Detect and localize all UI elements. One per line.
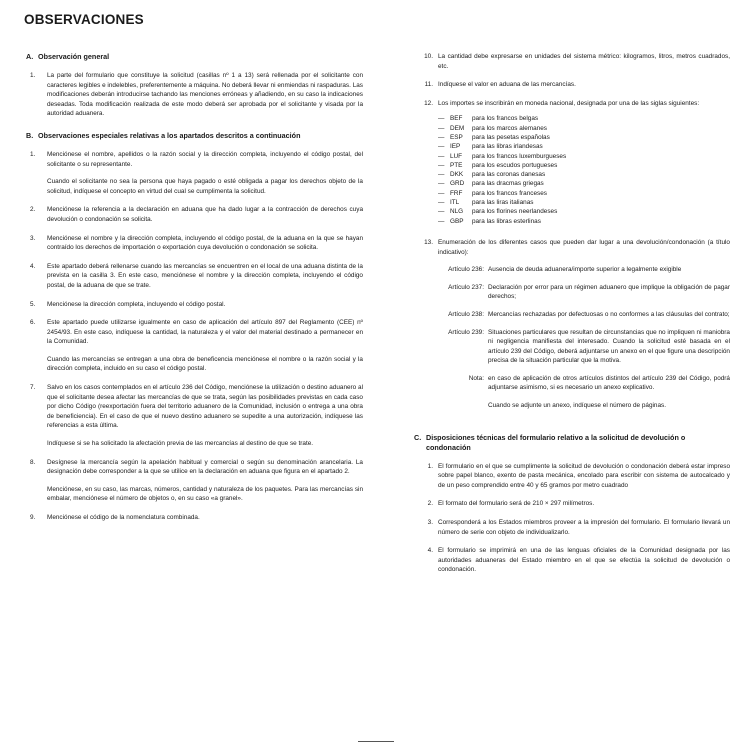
currency-row [438, 198, 730, 207]
currency-code: FRF [450, 189, 463, 197]
item-number: 6. [30, 319, 36, 327]
page-title: OBSERVACIONES [24, 12, 144, 27]
currency-name: para los francos luxemburgueses [472, 152, 567, 160]
note-entry [438, 374, 730, 411]
paragraph: en caso de aplicación de otros artículos distintos del artículo 239 del Código, podrá adjuntarse asimismo, si es necesario un anexo explicativo. [488, 374, 730, 392]
paragraph: Menciónese el nombre y la dirección completa, incluyendo el código postal, de la aduana en la que se hayan contraído los derechos de importación o exportación cuya devolución o condonación se solicita. [47, 234, 363, 252]
dash: — [438, 199, 445, 207]
item-number: 1. [427, 462, 433, 470]
article-label: Artículo 237: [448, 283, 484, 291]
paragraph: Menciónese el nombre, apellidos o la razón social y la dirección completa, incluyendo el código postal, del solicitante o su representante. [47, 150, 363, 168]
currency-row [438, 142, 730, 151]
item-body [47, 383, 363, 449]
currency-row [438, 179, 730, 188]
currency-code: NLG [450, 208, 464, 216]
article-text: Mercancías rechazadas por defectuosas o no conformes a las cláusulas del contrato; [488, 310, 730, 318]
item-body: El formulario se imprimirá en una de las lenguas oficiales de la Comunidad designada por las autoridades aduaneras del Estado miembro en el que se efectúa la solicitud de devolución o condonación. [438, 547, 730, 574]
section-title: Disposiciones técnicas del formulario relativo a la solicitud de devolución o condonación [426, 432, 686, 452]
section-letter: A. [26, 52, 34, 61]
item-number: 2. [30, 206, 36, 214]
item-body [47, 458, 363, 504]
section-c-item-4 [414, 546, 730, 575]
dash: — [438, 208, 445, 216]
section-b-heading [26, 131, 363, 141]
section-b-item-12 [414, 99, 730, 226]
currency-code: GRD [450, 180, 465, 188]
paragraph: Menciónese, en su caso, las marcas, números, cantidad y naturaleza de los paquetes. Para las mercancías sin embalar, menciónese el número de objetos o, en su caso «a granel». [47, 485, 363, 503]
item-body [438, 99, 730, 226]
paragraph: Menciónese el código de la nomenclatura combinada. [47, 514, 200, 521]
section-b-item-2 [26, 205, 363, 224]
article-text: Declaración por error para un régimen aduanero que implique la obligación de pagar derechos; [488, 283, 730, 301]
currency-code: LUF [450, 152, 463, 160]
section-b-item-5 [26, 300, 363, 310]
section-letter: B. [26, 130, 34, 140]
item-number: 10. [424, 53, 433, 60]
section-b-item-1 [26, 150, 363, 196]
item-number: 4. [427, 547, 433, 555]
item-number: 2. [427, 500, 433, 508]
currency-name: para los marcos alemanes [472, 124, 547, 132]
dash: — [438, 124, 445, 132]
currency-name: para las libras irlandesas [472, 143, 543, 151]
currency-name: para las dracmas griegas [472, 180, 544, 188]
paragraph: Salvo en los casos contemplados en el artículo 236 del Código, menciónese la utilización o destino aduanero al que el solicitante desea afectar las mercancías de que se trata, según las posibilidades previstas en cada caso por dicho Código (reexportación fuera del territorio aduanero de la Comunidad, inclusión o entrega a una obra de beneficiencia). En el caso de que el nuevo destino aduanero se supedite a una autorización, indíquese las referencias a esta última. [47, 384, 363, 430]
section-c-item-1 [414, 462, 730, 491]
dash: — [438, 152, 445, 160]
note-label: Nota: [468, 374, 484, 382]
paragraph: La parte del formulario que constituye la solicitud (casillas nº 1 a 13) será rellenada por el solicitante con caracteres legibles e indelebles, preferentemente a máquina. No deberá llevar ni enmiendas ni raspaduras. Las modificaciones deberán introducirse tachando las menciones erróneas y añadiendo, en su caso la indicaciones deseadas. Toda modificación realizada de este modo deberá ser aprobada por el solicitante y visada por la autoridad aduanera. [47, 72, 363, 118]
currency-name: para los francos franceses [472, 189, 547, 197]
currency-row [438, 207, 730, 216]
section-b-item-9 [26, 513, 363, 523]
currency-name: para las libras esterlinas [472, 217, 541, 225]
item-body: Corresponderá a los Estados miembros proveer a la impresión del formulario. El formulario llevará un número de serie con objeto de individualizarlo. [438, 519, 730, 536]
item-number: 13. [424, 238, 433, 246]
dash: — [438, 143, 445, 151]
article-label: Artículo 239: [448, 328, 484, 336]
currency-code: ITL [450, 199, 460, 207]
note-body [488, 374, 730, 411]
section-b-item-11 [414, 80, 730, 90]
section-letter: C. [414, 432, 422, 442]
currency-row [438, 170, 730, 179]
item-body [47, 205, 363, 224]
dash: — [438, 115, 445, 123]
currency-row [438, 114, 730, 123]
section-b-item-6 [26, 318, 363, 374]
section-c-item-2 [414, 499, 730, 509]
dash: — [438, 171, 445, 179]
article-entry [438, 265, 730, 275]
item-body [47, 71, 363, 119]
item-body: La cantidad debe expresarse en unidades del sistema métrico: kilogramos, litros, metros cuadrados, etc. [438, 53, 730, 70]
currency-list [438, 114, 730, 226]
item-number: 3. [30, 234, 36, 242]
dash: — [438, 189, 445, 197]
section-b-item-13 [414, 238, 730, 419]
section-a-item [26, 71, 363, 119]
currency-name: para los escudos portugueses [472, 161, 558, 169]
item-number: 1. [30, 72, 36, 79]
item-number: 11. [424, 81, 433, 89]
item-body [47, 300, 363, 310]
article-text: Ausencia de deuda aduanera/importe superior a legalmente exigible [488, 266, 682, 274]
dash: — [438, 217, 445, 225]
currency-row [438, 189, 730, 198]
item-number: 1. [30, 150, 36, 158]
currency-code: IEP [450, 143, 461, 151]
paragraph: Este apartado deberá rellenarse cuando las mercancías se encuentren en el local de una aduana distinta de la prevista en la casilla 3. En este caso, menciónese el nombre y la dirección completa, incluyendo el código postal, de la aduana de que se trate. [47, 262, 363, 289]
paragraph: Desígnese la mercancía según la apelación habitual y comercial o según su denominación arancelaria. La designación debe corresponder a la que se utilice en la declaración en aduana que figura en el apartado 2. [47, 458, 363, 476]
item-body [47, 318, 363, 374]
section-b-item-10 [414, 52, 730, 71]
currency-name: para los florines neerlandeses [472, 208, 558, 216]
currency-code: BEF [450, 115, 463, 123]
item-number: 3. [427, 519, 433, 527]
article-text: Situaciones particulares que resultan de circunstancias que no impliquen ni maniobra ni negligencia manifiesta del interesado. Cuando la solicitud esté basada en el artículo 239 del Código, deberá adjuntarse un anexo en el que figure una descripción precisa de la situación particular que la motiva. [488, 328, 730, 365]
section-title: Observación general [38, 52, 110, 61]
section-b-item-4 [26, 262, 363, 291]
item-number: 7. [30, 384, 36, 392]
section-b-item-7 [26, 383, 363, 449]
item-body: El formato del formulario será de 210 × 297 milímetros. [438, 500, 595, 508]
paragraph: Los importes se inscribirán en moneda nacional, designada por una de las siglas siguientes: [438, 99, 700, 107]
currency-name: para los francos belgas [472, 115, 539, 123]
section-b-item-8 [26, 458, 363, 504]
currency-code: DEM [450, 124, 465, 132]
paragraph: Cuando el solicitante no sea la persona que haya pagado o esté obligada a pagar los derechos objeto de la solicitud, indíquese el concepto en virtud del cual se cumplimenta la solicitud. [47, 178, 363, 195]
dash: — [438, 161, 445, 169]
item-number: 4. [30, 262, 36, 270]
currency-name: para las pesetas españolas [472, 133, 550, 141]
section-c-heading [414, 433, 730, 453]
section-c-item-3 [414, 518, 730, 537]
paragraph: Este apartado puede utilizarse igualmente en caso de aplicación del artículo 897 del Reglamento (CEE) nº 2454/93. En este caso, indíquese la cantidad, la naturaleza y el valor del material destinado a permanecer en la Comunidad. [47, 319, 363, 346]
article-entry [438, 328, 730, 366]
currency-code: GBP [450, 217, 464, 225]
paragraph: Cuando se adjunte un anexo, indíquese el número de páginas. [488, 402, 667, 410]
item-number: 12. [424, 99, 433, 107]
item-number: 9. [30, 514, 36, 521]
article-entry [438, 283, 730, 302]
currency-row [438, 133, 730, 142]
left-column [26, 52, 363, 532]
article-label: Artículo 238: [448, 310, 484, 318]
item-body [47, 513, 363, 523]
section-a-heading [26, 52, 363, 62]
section-title: Observaciones especiales relativas a los apartados descritos a continuación [38, 130, 301, 140]
right-column [414, 52, 730, 584]
paragraph: Menciónese la dirección completa, incluyendo el código postal. [47, 300, 226, 308]
currency-code: PTE [450, 161, 463, 169]
item-body [47, 150, 363, 196]
dash: — [438, 180, 445, 188]
section-b-item-3 [26, 234, 363, 253]
footer-divider [358, 741, 394, 742]
item-number: 5. [30, 300, 36, 308]
item-body [438, 238, 730, 419]
currency-row [438, 152, 730, 161]
dash: — [438, 133, 445, 141]
currency-row [438, 124, 730, 133]
paragraph: Menciónese la referencia a la declaración en aduana que ha dado lugar a la contracción de derechos cuya devolución o condonación se solicita. [47, 206, 363, 223]
currency-row [438, 217, 730, 226]
article-entry [438, 310, 730, 320]
item-body [47, 234, 363, 253]
item-body [47, 262, 363, 291]
paragraph: Enumeración de los diferentes casos que pueden dar lugar a una devolución/condonación (a título indicativo): [438, 238, 730, 256]
paragraph: Cuando las mercancías se entregan a una obra de beneficencia menciónese el nombre o la razón social y la dirección completa, incluido en su caso el código postal. [47, 355, 363, 373]
currency-name: para las liras italianas [472, 199, 534, 207]
currency-row [438, 161, 730, 170]
currency-code: ESP [450, 133, 463, 141]
currency-name: para las coronas danesas [472, 171, 546, 179]
currency-code: DKK [450, 171, 464, 179]
item-body: El formulario en el que se cumplimente la solicitud de devolución o condonación deberá estar impreso sobre papel blanco, exento de pasta mecánica, encolado para escribir con sistema de autocalcado y de un peso comprendido entre 40 y 65 gramos por metro cuadrado [438, 462, 730, 489]
paragraph: Indíquese si se ha solicitado la afectación previa de las mercancías al destino de que se trate. [47, 440, 314, 448]
item-body: Indíquese el valor en aduana de las mercancías. [438, 81, 576, 89]
item-number: 8. [30, 458, 36, 466]
article-label: Artículo 236: [448, 266, 484, 274]
